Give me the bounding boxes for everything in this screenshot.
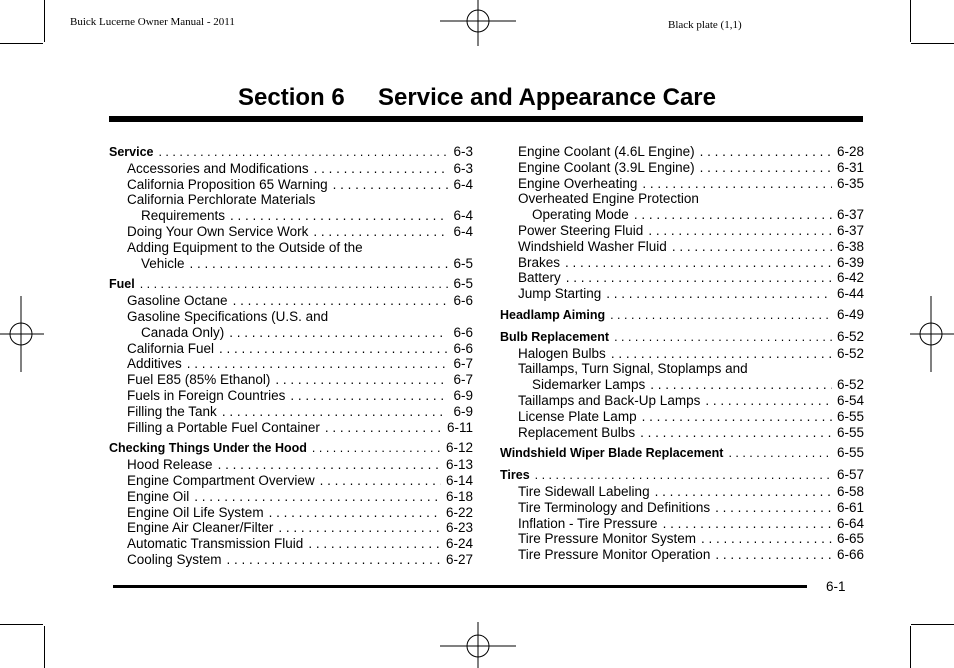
toc-dot-leader: [642, 409, 832, 425]
section-title: Section 6 Service and Appearance Care: [238, 84, 716, 111]
toc-dot-leader: [229, 325, 448, 341]
toc-entry-title: Headlamp Aiming: [500, 307, 606, 322]
toc-entry[interactable]: [500, 361, 864, 377]
toc-entry[interactable]: [109, 341, 473, 357]
toc-entry-title: Overheated Engine Protection: [518, 191, 699, 207]
toc-entry-title: Engine Air Cleaner/Filter: [127, 520, 274, 536]
toc-entry-title: Battery: [518, 270, 561, 286]
title-rule: [109, 116, 863, 122]
toc-entry-title: Gasoline Octane: [127, 293, 228, 309]
toc-page-number: 6-27: [445, 551, 473, 567]
toc-dot-leader: [610, 308, 832, 324]
crop-mark: [44, 626, 45, 668]
toc-entry[interactable]: [500, 547, 864, 563]
toc-entry[interactable]: [109, 552, 473, 568]
toc-entry[interactable]: [109, 404, 473, 420]
toc-dot-leader: [701, 531, 832, 547]
toc-page-number: 6-55: [836, 424, 864, 440]
toc-page-number: 6-35: [836, 175, 864, 191]
toc-entry-title: Hood Release: [127, 457, 213, 473]
toc-page-number: 6-3: [453, 160, 473, 176]
toc-entry-title: Canada Only): [141, 324, 225, 340]
toc-entry-title: California Proposition 65 Warning: [127, 176, 328, 192]
toc-entry[interactable]: [500, 531, 864, 547]
toc-entry-title: Engine Oil Life System: [127, 504, 264, 520]
toc-entry[interactable]: [500, 255, 864, 271]
toc-dot-leader: [158, 145, 448, 161]
toc-entry[interactable]: [500, 239, 864, 255]
toc-section-entry[interactable]: [500, 445, 864, 462]
toc-page-number: 6-7: [453, 372, 473, 388]
toc-dot-leader: [715, 500, 832, 516]
toc-entry-title: Operating Mode: [532, 207, 629, 223]
toc-entry[interactable]: [109, 536, 473, 552]
toc-page-number: 6-61: [836, 499, 864, 515]
toc-entry-title: Replacement Bulbs: [518, 424, 636, 440]
toc-dot-leader: [728, 446, 832, 462]
toc-dot-leader: [614, 330, 832, 346]
toc-page-number: 6-58: [836, 483, 864, 499]
toc-entry[interactable]: [109, 224, 473, 240]
toc-dot-leader: [140, 277, 449, 293]
toc-dot-leader: [233, 293, 449, 309]
toc-entry[interactable]: [109, 208, 473, 224]
toc-entry[interactable]: [109, 505, 473, 521]
toc-page-number: 6-7: [453, 356, 473, 372]
toc-dot-leader: [320, 473, 441, 489]
toc-entry-title: Filling the Tank: [127, 403, 217, 419]
toc-entry[interactable]: [500, 346, 864, 362]
toc-page-number: 6-24: [445, 536, 473, 552]
toc-entry-title: Tires: [500, 468, 530, 483]
toc-dot-leader: [290, 388, 448, 404]
toc-dot-leader: [705, 393, 832, 409]
toc-entry-title: California Fuel: [127, 340, 215, 356]
toc-page-number: 6-14: [445, 472, 473, 488]
toc-page-number: 6-52: [836, 345, 864, 361]
document-header-left: Buick Lucerne Owner Manual - 2011: [70, 16, 235, 28]
toc-entry[interactable]: [109, 457, 473, 473]
toc-entry-title: Bulb Replacement: [500, 329, 610, 344]
toc-entry-title: Sidemarker Lamps: [532, 377, 646, 393]
toc-dot-leader: [566, 270, 832, 286]
toc-entry[interactable]: [109, 161, 473, 177]
toc-dot-leader: [187, 356, 449, 372]
toc-page-number: 6-6: [453, 293, 473, 309]
toc-dot-leader: [325, 420, 442, 436]
toc-entry-title: Halogen Bulbs: [518, 345, 606, 361]
toc-entry[interactable]: [500, 144, 864, 160]
toc-page-number: 6-55: [836, 445, 864, 461]
toc-page-number: 6-23: [445, 520, 473, 536]
toc-dot-leader: [227, 552, 441, 568]
toc-entry-title: Gasoline Specifications (U.S. and: [127, 308, 329, 324]
toc-entry[interactable]: [109, 489, 473, 505]
toc-entry[interactable]: [500, 425, 864, 441]
toc-entry[interactable]: [500, 500, 864, 516]
toc-dot-leader: [190, 256, 449, 272]
toc-section-entry[interactable]: [500, 467, 864, 484]
toc-section-entry[interactable]: [500, 329, 864, 346]
toc-entry-title: Accessories and Modifications: [127, 160, 309, 176]
toc-page-number: 6-42: [836, 270, 864, 286]
footer-rule: [113, 585, 807, 588]
toc-entry[interactable]: [109, 177, 473, 193]
toc-page-number: 6-11: [446, 419, 473, 435]
toc-entry-title: Requirements: [141, 208, 226, 224]
toc-page-number: 6-57: [836, 467, 864, 483]
toc-page-number: 6-6: [453, 340, 473, 356]
toc-page-number: 6-4: [453, 208, 473, 224]
toc-entry[interactable]: [109, 256, 473, 272]
toc-page-number: 6-9: [453, 387, 473, 403]
toc-dot-leader: [606, 286, 832, 302]
toc-entry[interactable]: [500, 176, 864, 192]
toc-dot-leader: [312, 441, 441, 457]
toc-dot-leader: [278, 520, 441, 536]
toc-page-number: 6-52: [836, 328, 864, 344]
toc-dot-leader: [640, 425, 832, 441]
toc-entry[interactable]: [109, 372, 473, 388]
toc-page-number: 6-52: [836, 377, 864, 393]
toc-dot-leader: [655, 484, 832, 500]
toc-entry[interactable]: [500, 393, 864, 409]
toc-page-number: 6-6: [453, 324, 473, 340]
toc-entry-title: Taillamps, Turn Signal, Stoplamps and: [518, 361, 748, 377]
toc-page-number: 6-4: [453, 223, 473, 239]
toc-dot-leader: [648, 223, 832, 239]
toc-entry[interactable]: [500, 516, 864, 532]
toc-entry-title: License Plate Lamp: [518, 408, 637, 424]
toc-dot-leader: [611, 346, 832, 362]
toc-entry[interactable]: [109, 356, 473, 372]
document-header-right: Black plate (1,1): [668, 19, 742, 31]
toc-dot-leader: [700, 160, 832, 176]
toc-dot-leader: [308, 536, 441, 552]
toc-page-number: 6-37: [836, 222, 864, 238]
toc-entry-title: Engine Compartment Overview: [127, 472, 315, 488]
toc-entry[interactable]: [109, 520, 473, 536]
toc-right-column: [500, 144, 864, 563]
toc-dot-leader: [634, 207, 832, 223]
toc-page-number: 6-65: [836, 531, 864, 547]
crop-mark: [911, 43, 954, 44]
toc-dot-leader: [535, 468, 832, 484]
toc-entry-title: Fuel: [109, 277, 135, 292]
toc-entry[interactable]: [500, 207, 864, 223]
toc-page-number: 6-22: [445, 504, 473, 520]
toc-page-number: 6-39: [836, 254, 864, 270]
registration-mark-left: [0, 296, 44, 372]
toc-page-number: 6-9: [453, 403, 473, 419]
toc-entry-title: Engine Coolant (4.6L Engine): [518, 144, 695, 159]
toc-page-number: 6-37: [836, 207, 864, 223]
toc-entry-title: Automatic Transmission Fluid: [127, 536, 304, 552]
toc-entry-title: Checking Things Under the Hood: [109, 441, 307, 456]
registration-mark-top: [440, 0, 516, 46]
toc-entry-title: Engine Overheating: [518, 175, 638, 191]
toc-entry[interactable]: [109, 240, 473, 256]
toc-page-number: 6-31: [836, 159, 864, 175]
toc-page-number: 6-55: [836, 408, 864, 424]
toc-dot-leader: [222, 404, 449, 420]
toc-section-entry[interactable]: [109, 144, 473, 161]
toc-dot-leader: [672, 239, 832, 255]
toc-entry[interactable]: [500, 160, 864, 176]
toc-dot-leader: [663, 516, 832, 532]
toc-dot-leader: [715, 547, 832, 563]
toc-entry-title: Service: [109, 145, 154, 159]
toc-section-entry[interactable]: [500, 307, 864, 324]
registration-mark-right: [910, 296, 954, 372]
toc-section-entry[interactable]: [109, 276, 473, 293]
toc-dot-leader: [700, 144, 832, 160]
toc-entry-title: Inflation - Tire Pressure: [518, 515, 658, 531]
toc-entry-title: Jump Starting: [518, 286, 602, 302]
toc-dot-leader: [650, 377, 832, 393]
toc-entry-title: Fuels in Foreign Countries: [127, 387, 286, 403]
toc-page-number: 6-18: [445, 488, 473, 504]
toc-entry[interactable]: [109, 192, 473, 208]
toc-entry[interactable]: [500, 270, 864, 286]
toc-dot-leader: [314, 161, 449, 177]
toc-entry-title: Windshield Wiper Blade Replacement: [500, 446, 724, 461]
toc-entry-title: Windshield Washer Fluid: [518, 238, 667, 254]
toc-page-number: 6-44: [836, 286, 864, 302]
toc-page-number: 6-49: [836, 306, 864, 322]
toc-entry-title: Cooling System: [127, 551, 222, 567]
toc-dot-leader: [333, 177, 449, 193]
toc-page-number: 6-28: [836, 144, 864, 159]
crop-mark: [44, 0, 45, 42]
toc-page-number: 6-12: [445, 440, 473, 456]
toc-entry-title: Doing Your Own Service Work: [127, 223, 309, 239]
toc-entry-title: Engine Coolant (3.9L Engine): [518, 159, 695, 175]
toc-entry[interactable]: [500, 223, 864, 239]
toc-page-number: 6-54: [836, 392, 864, 408]
toc-entry[interactable]: [500, 191, 864, 207]
toc-page-number: 6-64: [836, 515, 864, 531]
toc-page-number: 6-4: [453, 176, 473, 192]
toc-entry[interactable]: [500, 484, 864, 500]
toc-entry-title: Additives: [127, 356, 182, 372]
toc-dot-leader: [219, 341, 448, 357]
toc-dot-leader: [642, 176, 832, 192]
toc-page-number: 6-13: [445, 457, 473, 473]
toc-entry-title: Tire Terminology and Definitions: [518, 499, 711, 515]
toc-entry-title: Vehicle: [141, 255, 185, 271]
toc-entry[interactable]: [109, 309, 473, 325]
toc-entry-title: Engine Oil: [127, 488, 190, 504]
toc-page-number: 6-5: [453, 255, 473, 271]
toc-entry-title: Tire Pressure Monitor System: [518, 531, 697, 547]
crop-mark: [0, 43, 43, 44]
registration-mark-bottom: [440, 622, 516, 668]
toc-entry[interactable]: [109, 388, 473, 404]
toc-left-column: [109, 144, 473, 568]
crop-mark: [0, 624, 43, 625]
toc-section-entry[interactable]: [109, 440, 473, 457]
toc-entry-title: Tire Pressure Monitor Operation: [518, 547, 711, 563]
toc-dot-leader: [194, 489, 441, 505]
crop-mark: [910, 626, 911, 668]
toc-entry-title: Taillamps and Back-Up Lamps: [518, 392, 701, 408]
toc-entry[interactable]: [109, 473, 473, 489]
toc-dot-leader: [269, 505, 441, 521]
toc-entry[interactable]: [500, 286, 864, 302]
page-number: 6-1: [826, 579, 846, 594]
toc-dot-leader: [565, 255, 832, 271]
toc-entry-title: Brakes: [518, 254, 561, 270]
toc-dot-leader: [275, 372, 448, 388]
toc-dot-leader: [313, 224, 448, 240]
toc-entry-title: Filling a Portable Fuel Container: [127, 419, 320, 435]
toc-entry-title: Power Steering Fluid: [518, 222, 644, 238]
toc-entry-title: Fuel E85 (85% Ethanol): [127, 372, 271, 388]
toc-entry[interactable]: [500, 409, 864, 425]
toc-dot-leader: [230, 208, 448, 224]
toc-entry[interactable]: [109, 325, 473, 341]
toc-page-number: 6-3: [453, 144, 473, 159]
toc-entry[interactable]: [500, 377, 864, 393]
toc-entry[interactable]: [109, 420, 473, 436]
toc-entry[interactable]: [109, 293, 473, 309]
toc-entry-title: California Perchlorate Materials: [127, 192, 316, 208]
toc-page-number: 6-66: [836, 547, 864, 563]
toc-dot-leader: [218, 457, 441, 473]
toc-entry-title: Adding Equipment to the Outside of the: [127, 239, 363, 255]
toc-page-number: 6-5: [453, 276, 473, 292]
crop-mark: [911, 624, 954, 625]
toc-page-number: 6-38: [836, 238, 864, 254]
toc-entry-title: Tire Sidewall Labeling: [518, 483, 650, 499]
crop-mark: [910, 0, 911, 42]
